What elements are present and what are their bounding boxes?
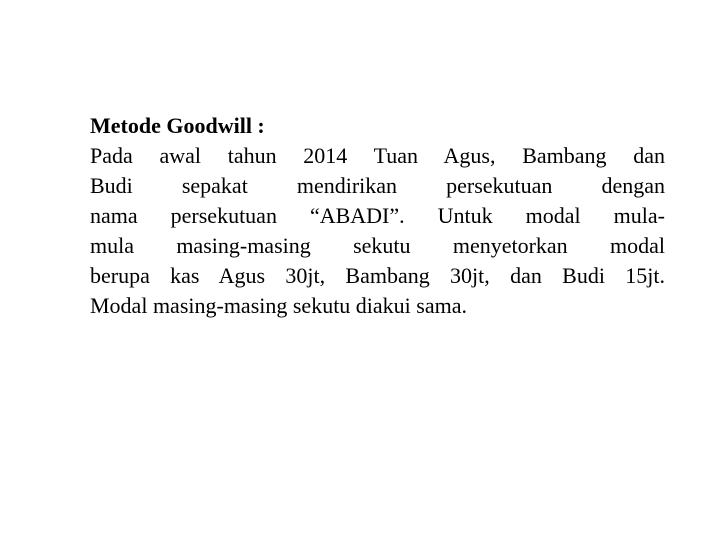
- body-line: Modal masing-masing sekutu diakui sama.: [90, 293, 467, 318]
- body-line: Budi sepakat mendirikan persekutuan dengan: [90, 173, 665, 198]
- body-line: mula masing-masing sekutu menyetorkan modal: [90, 233, 665, 258]
- body-line: berupa kas Agus 30jt, Bambang 30jt, dan Budi 15jt.: [90, 263, 665, 288]
- slide-text-body: [90, 111, 665, 321]
- slide-heading: Metode Goodwill :: [90, 113, 265, 138]
- body-line: nama persekutuan “ABADI”. Untuk modal mula-: [90, 203, 665, 228]
- body-line: Pada awal tahun 2014 Tuan Agus, Bambang dan: [90, 143, 665, 168]
